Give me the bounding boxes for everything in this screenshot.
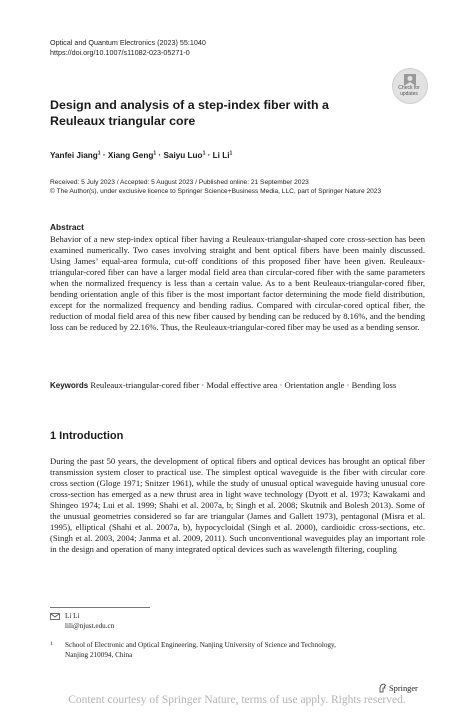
courtesy-notice: Content courtesy of Springer Nature, terms of use apply. Rights reserved. xyxy=(68,694,406,706)
publisher-logo xyxy=(378,683,418,693)
springer-horse-icon xyxy=(378,683,387,693)
keywords-text: Reuleaux-triangular-cored fiber · Modal effective area · Orientation angle · Bending loss xyxy=(90,380,397,390)
author xyxy=(108,151,156,160)
check-label-line2: updates xyxy=(400,90,418,97)
author xyxy=(50,151,101,160)
author-name: Saiyu Luo xyxy=(163,150,203,160)
abstract-heading: Abstract xyxy=(50,222,84,232)
copyright-line: © The Author(s), under exclusive licence to Springer Science+Business Media, LLC, part of Springer Nature 2023 xyxy=(50,188,382,196)
publisher-name: Springer xyxy=(389,684,418,693)
author-affil-sup: 1 xyxy=(153,150,157,156)
journal-citation: Optical and Quantum Electronics (2023) 55:1040 xyxy=(50,38,206,47)
check-for-updates-label xyxy=(384,86,434,97)
envelope-icon xyxy=(50,613,60,620)
author-separator: · xyxy=(102,150,108,160)
author xyxy=(213,151,233,160)
check-label-line1: Check for xyxy=(398,85,420,91)
dates-line: Received: 5 July 2023 / Accepted: 5 August 2023 / Published online: 21 September 2023 xyxy=(50,179,309,186)
footnote-divider xyxy=(50,607,150,608)
doi-link[interactable]: https://doi.org/10.1007/s11082-023-05271-0 xyxy=(50,47,190,57)
section-heading-introduction: 1 Introduction xyxy=(50,430,124,442)
introduction-text: During the past 50 years, the development of optical fibers and optical devices has brought an optical fiber transmission system closer to practical use. The simplest optical waveguide is the fiber with circular core cross section (Gloge 1971; Snitzer 1961), while the study of unusual optical waveguide having unusual core cross-section has emerged as a new thrust area in light wave technology (Dyott et al. 1973; Kawakami and Shingeo 1974; Lui et al. 1999; Shahi et al. 2007a, b; Singh et al. 2008; Skutnik and Bolesh 2013). Some of the unusual geometries considered so far are triangular (James and Gallett 1973), pentagonal (Misra et al. 1995), elliptical (Shahi et al. 2007a, b), hypocycloidal (Singh et al. 2000), cardioidic cross-sections, etc. (Singh et al. 2003, 2004; Janma et al. 2009, 2011). Such unconventional waveguides play an important role in the design and operation of many integrated optical devices such as wavelength filtering, coupling xyxy=(50,456,425,554)
author-separator: · xyxy=(158,150,164,160)
corresponding-author xyxy=(65,611,114,631)
author-affil-sup: 1 xyxy=(229,150,233,156)
author xyxy=(163,151,205,160)
corresponding-email[interactable]: lili@njust.edu.cn xyxy=(65,622,115,630)
publication-history xyxy=(50,178,440,197)
author-name: Li Li xyxy=(212,150,230,160)
paper-title: Design and analysis of a step-index fiber with a Reuleaux triangular core xyxy=(50,98,329,128)
keywords-label: Keywords xyxy=(50,381,89,390)
affiliation-line: Nanjing 210094, China xyxy=(65,650,133,659)
author-name: Xiang Geng xyxy=(107,150,154,160)
abstract-text: Behavior of a new step-index optical fiber having a Reuleaux-triangular-shaped core cross-section has been examined numerically. Two cases involving straight and bent optical fibers have been mainly discussed. Using James’ equal-area formula, cut-off conditions of this proposed fiber have been given. Reuleaux-triangular-cored fiber can have a larger modal field area than circular-cored fiber with the same parameters when the normalized frequency is less than a certain value. As to a bent Reuleaux-triangular-cored fiber, bending orientation angle of this fiber is the most important factor determining the mode field distribution, except for the normalized frequency and bending radius. Compared with circular-cored optical fiber, the reduction of modal field area of this new fiber caused by bending can be reduced by 8.16%, and the bending loss can be reduced by 22.16%. Thus, the Reuleaux-triangular-cored fiber may be used as a bending sensor. xyxy=(50,234,425,332)
keywords xyxy=(50,380,425,391)
author-separator: · xyxy=(207,150,213,160)
author-list xyxy=(50,150,232,160)
author-affil-sup: 1 xyxy=(202,150,206,156)
author-affil-sup: 1 xyxy=(97,150,101,156)
corresponding-name: Li Li xyxy=(65,612,80,620)
affiliation-line: School of Electronic and Optical Engineering, Nanjing University of Science and Technology, xyxy=(65,641,336,649)
journal-header xyxy=(50,38,206,57)
author-name: Yanfei Jiang xyxy=(50,150,98,160)
affiliation-number: 1 xyxy=(50,641,53,647)
affiliation xyxy=(65,641,395,660)
